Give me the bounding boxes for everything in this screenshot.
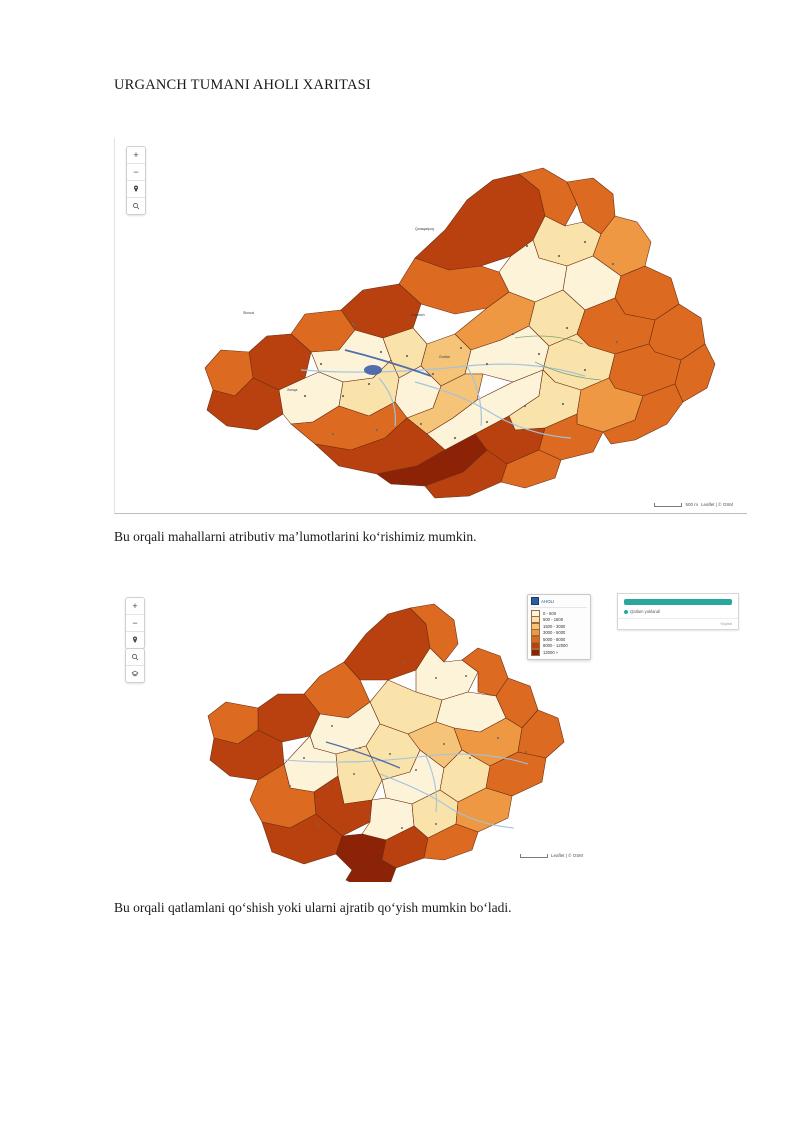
- place-label: Qoraqalpoq: [415, 227, 434, 231]
- legend-label: 12000 +: [543, 649, 559, 655]
- scalebar-line: [654, 503, 682, 507]
- place-label: Xonqa: [287, 388, 298, 392]
- legend-item[interactable]: [531, 649, 587, 656]
- figure-1-caption: Bu orqali mahallarni atributiv ma’lumotlarini ko‘rishimiz mumkin.: [114, 529, 477, 544]
- place-label: Urganch: [411, 313, 425, 317]
- legend-label: 3000 - 5000: [543, 630, 566, 636]
- locate-pin-icon[interactable]: [127, 181, 145, 198]
- progress-status-text: Qatlam yuklandi: [630, 609, 661, 614]
- zoom-in-button[interactable]: +: [126, 598, 144, 615]
- layer-icon: [531, 597, 539, 605]
- legend-label: 1500 - 3000: [543, 623, 566, 629]
- map-graphic-2: [114, 588, 746, 882]
- page-title: URGANCH TUMANI AHOLI XARITASI: [114, 77, 371, 93]
- map-attribution: Leaflet | © OSM: [551, 853, 583, 858]
- scalebar-1: [654, 502, 733, 507]
- legend-label: 0 - 500: [543, 610, 557, 616]
- map-attribution: Leaflet | © OSM: [701, 502, 733, 507]
- map-tools-2[interactable]: [125, 648, 145, 683]
- zoom-out-button[interactable]: −: [126, 615, 144, 632]
- legend-title: AHOLI: [541, 598, 555, 604]
- search-icon[interactable]: [127, 198, 145, 214]
- legend-label: 500 - 1500: [543, 617, 564, 623]
- figure-population-map[interactable]: [114, 138, 747, 514]
- close-label[interactable]: Yopish: [720, 621, 732, 626]
- zoom-out-button[interactable]: −: [127, 164, 145, 181]
- progress-fill: [624, 599, 732, 605]
- legend-panel[interactable]: [527, 594, 591, 660]
- layers-icon[interactable]: [126, 666, 144, 682]
- place-label: Shovot: [243, 311, 255, 315]
- divider: [618, 618, 738, 619]
- figure-2-caption: Bu orqali qatlamlani qo‘shish yoki ularni ajratib qo‘yish mumkin bo‘ladi.: [114, 900, 512, 915]
- legend-header: [531, 597, 587, 608]
- legend-label: 5000 - 8000: [543, 636, 566, 642]
- map-controls-2[interactable]: [125, 597, 145, 649]
- figure-layers-map[interactable]: [114, 588, 746, 882]
- legend-swatch: [531, 649, 540, 656]
- map-controls-1[interactable]: [126, 146, 146, 215]
- scalebar-label: 500 m: [685, 502, 698, 507]
- zoom-in-button[interactable]: +: [127, 147, 145, 164]
- progress-status: [624, 609, 660, 614]
- place-label: Gurlan: [439, 355, 450, 359]
- locate-pin-icon[interactable]: [126, 632, 144, 648]
- status-dot-icon: [624, 610, 628, 614]
- progress-track: [624, 599, 732, 605]
- scalebar-line: [520, 854, 548, 858]
- scalebar-2: [520, 853, 583, 858]
- legend-label: 8000 - 12000: [543, 643, 568, 649]
- search-icon[interactable]: [126, 649, 144, 666]
- map-graphic-1: [115, 138, 747, 513]
- layer-loading-card[interactable]: [617, 593, 739, 630]
